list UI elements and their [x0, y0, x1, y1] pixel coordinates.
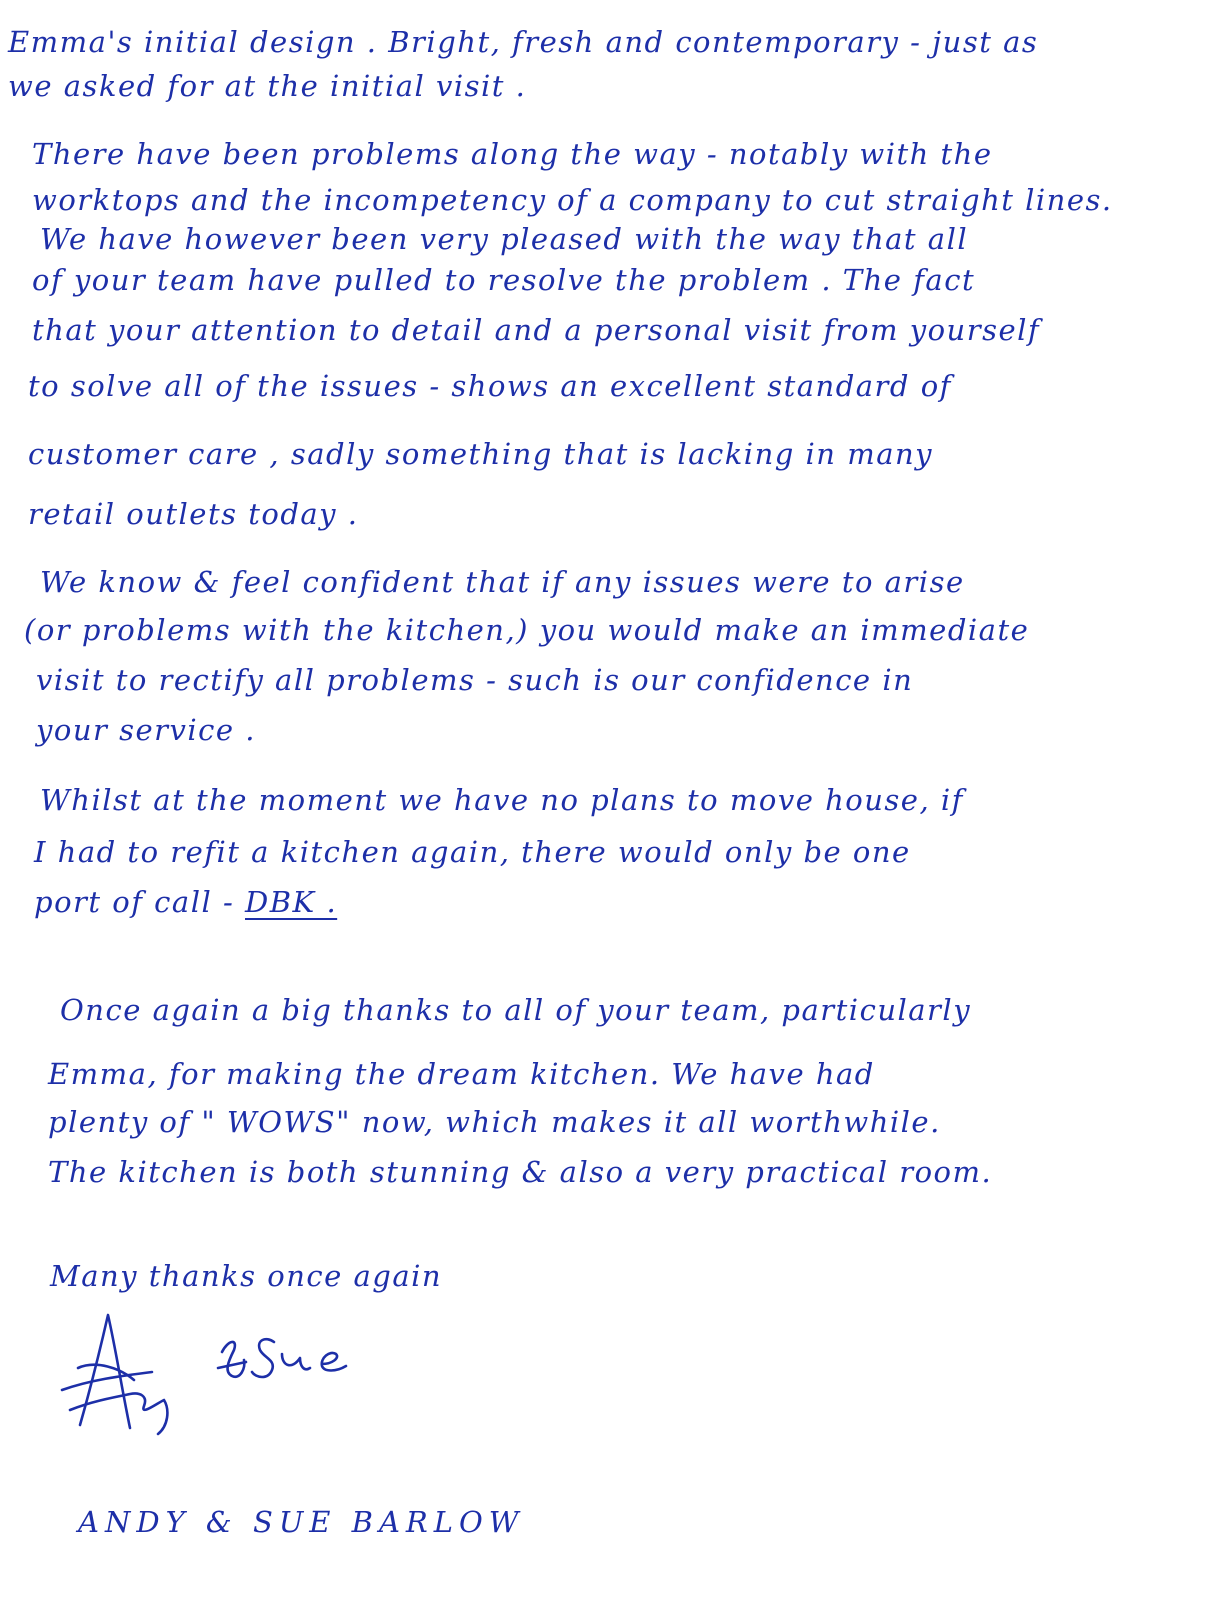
brand-name: DBK .	[245, 885, 338, 919]
letter-line: plenty of " WOWS" now, which makes it all worthwhile.	[48, 1105, 941, 1139]
letter-line: I had to refit a kitchen again, there would only be one	[34, 835, 911, 869]
letter-line: customer care , sadly something that is lacking in many	[28, 437, 934, 471]
letter-line: worktops and the incompetency of a company to cut straight lines.	[32, 183, 1113, 217]
letter-line: (or problems with the kitchen,) you would make an immediate	[24, 613, 1030, 647]
letter-line: The kitchen is both stunning & also a very practical room.	[48, 1155, 993, 1189]
letter-line-text: port of call -	[34, 885, 235, 919]
signature-graphic	[60, 1310, 400, 1440]
closing-line: Many thanks once again	[50, 1259, 443, 1293]
letter-line: to solve all of the issues - shows an excellent standard of	[28, 369, 952, 403]
letter-line: visit to rectify all problems - such is our confidence in	[36, 663, 914, 697]
handwritten-signature	[60, 1310, 400, 1440]
letter-line: Emma's initial design . Bright, fresh and contemporary - just as	[8, 25, 1039, 59]
letter-line: we asked for at the initial visit .	[8, 69, 527, 103]
letter-line: Whilst at the moment we have no plans to move house, if	[40, 783, 964, 817]
letter-line: retail outlets today .	[28, 497, 359, 531]
letter-line: that your attention to detail and a personal visit from yourself	[32, 313, 1041, 347]
letter-line: your service .	[36, 713, 257, 747]
signoff-name: ANDY & SUE BARLOW	[78, 1505, 525, 1539]
letter-line: of your team have pulled to resolve the problem . The fact	[32, 263, 976, 297]
letter-line: Once again a big thanks to all of your team, particularly	[60, 993, 972, 1027]
letter-line: We know & feel confident that if any issues were to arise	[40, 565, 965, 599]
letter-line: We have however been very pleased with the way that all	[40, 222, 969, 256]
letter-line	[34, 885, 338, 919]
letter-line: Emma, for making the dream kitchen. We have had	[48, 1057, 875, 1091]
letter-line: There have been problems along the way - notably with the	[32, 137, 993, 171]
